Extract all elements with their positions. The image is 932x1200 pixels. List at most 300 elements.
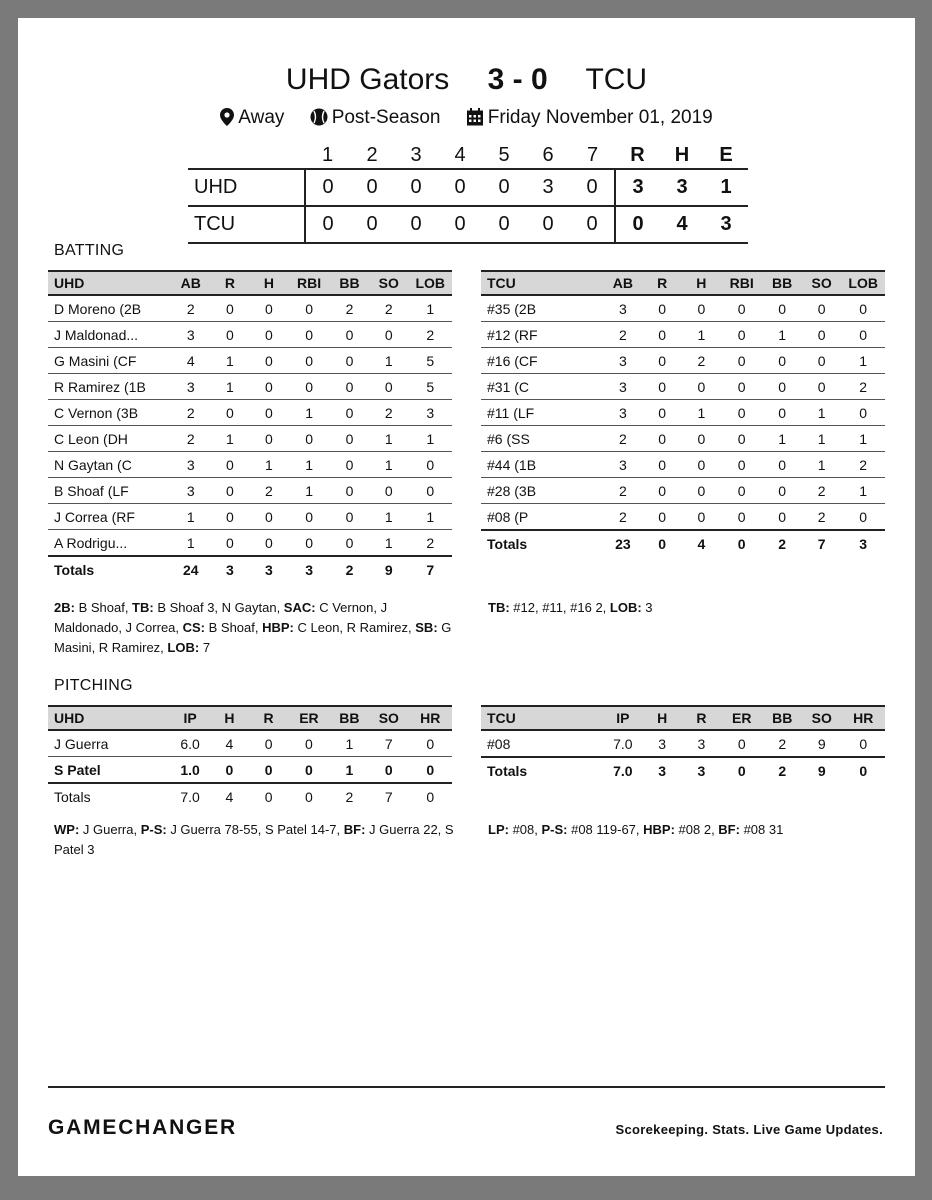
stat-cell: 5 (408, 348, 452, 374)
stat-cell: 1 (408, 426, 452, 452)
note-value: C Vernon, J Maldonado, J Correa, (54, 600, 388, 635)
row-label: C Leon (DH (48, 426, 171, 452)
errors-header: E (719, 143, 733, 166)
stat-cell: 0 (288, 730, 329, 757)
inning-score: 0 (570, 169, 615, 206)
stat-cell: 0 (762, 348, 801, 374)
stat-cell: 1 (841, 348, 885, 374)
note-key: TB: (132, 600, 154, 615)
final-score: 3 - 0 (487, 63, 548, 96)
table-header-row (48, 706, 452, 730)
stat-cell: 1 (171, 530, 210, 557)
stat-cell: 1 (249, 452, 288, 478)
note-value: #08 119-67, (567, 822, 644, 837)
season-info (310, 106, 441, 130)
stat-cell: 4 (171, 348, 210, 374)
tcu-batting-notes (488, 598, 888, 618)
stat-cell: 0 (721, 295, 763, 322)
table-row (48, 374, 452, 400)
stat-cell: 0 (249, 426, 288, 452)
totals-cell: 2 (762, 530, 801, 556)
column-header: H (210, 706, 249, 730)
stat-cell: 0 (802, 348, 841, 374)
table-row (481, 504, 885, 531)
stat-cell: 2 (603, 322, 642, 348)
stat-cell: 1 (369, 530, 408, 557)
location-pin-icon (220, 108, 234, 126)
stat-cell: 0 (288, 530, 329, 557)
baseball-icon (310, 108, 328, 126)
totals-cell: 7.0 (603, 757, 642, 783)
note-value: B Shoaf, (74, 600, 133, 615)
totals-cell: 3 (288, 556, 329, 582)
stat-cell: 3 (603, 348, 642, 374)
inning-header: 4 (454, 143, 466, 166)
stat-cell: 2 (802, 504, 841, 531)
table-row (481, 478, 885, 504)
table-header-row (481, 706, 885, 730)
stat-cell: 0 (721, 504, 763, 531)
column-header: AB (603, 271, 642, 295)
stat-cell: 0 (249, 348, 288, 374)
note-key: CS: (182, 620, 206, 635)
stat-cell: 0 (330, 322, 369, 348)
stat-cell: 3 (171, 478, 210, 504)
column-header: LOB (408, 271, 452, 295)
stat-cell: 3 (171, 452, 210, 478)
totals-cell: 9 (802, 757, 842, 783)
stat-cell: 0 (721, 478, 763, 504)
inning-header: 7 (586, 143, 599, 166)
row-label: A Rodrigu... (48, 530, 171, 557)
inning-score: 0 (305, 206, 350, 243)
inning-header: 5 (498, 143, 510, 166)
row-label: J Correa (RF (48, 504, 171, 530)
stat-cell: 0 (288, 374, 329, 400)
note-key: TB: (488, 600, 510, 615)
linescore-team: TCU (188, 206, 305, 243)
note-value: J Guerra 22, S Patel 3 (54, 822, 454, 857)
footer-tagline: Scorekeeping. Stats. Live Game Updates. (615, 1122, 883, 1137)
uhd-pitching-notes (54, 820, 454, 860)
column-header: SO (369, 706, 408, 730)
stat-cell: 0 (369, 757, 408, 784)
stat-cell: 2 (249, 478, 288, 504)
column-header: ER (288, 706, 329, 730)
totals-cell: 7 (802, 530, 841, 556)
stat-cell: 2 (369, 400, 408, 426)
stat-cell: 0 (369, 478, 408, 504)
column-header: UHD (48, 706, 170, 730)
stat-cell: 2 (603, 426, 642, 452)
column-header: H (682, 271, 721, 295)
stat-cell: 0 (330, 374, 369, 400)
note-value: #08, (508, 822, 542, 837)
stat-cell: 0 (802, 374, 841, 400)
game-title (18, 62, 915, 98)
uhd-batting-notes (54, 598, 454, 658)
stat-cell: 0 (841, 322, 885, 348)
stat-cell: 0 (210, 478, 249, 504)
stat-cell: 1 (802, 400, 841, 426)
note-value: 3 (641, 600, 653, 615)
away-team-name: TCU (585, 63, 648, 96)
inning-score: 3 (526, 169, 570, 206)
inning-score: 0 (350, 206, 394, 243)
linescore-team-header (188, 142, 305, 169)
column-header: TCU (481, 706, 603, 730)
stat-cell: 0 (682, 374, 721, 400)
stat-cell: 0 (409, 730, 452, 757)
column-header: BB (330, 271, 369, 295)
row-label: #16 (CF (481, 348, 603, 374)
date-info (466, 106, 713, 130)
stat-cell: 0 (721, 452, 763, 478)
note-key: HBP: (262, 620, 294, 635)
totals-label: Totals (481, 530, 603, 556)
linescore-row-tcu (188, 206, 748, 243)
row-label: D Moreno (2B (48, 295, 171, 322)
stat-cell: 0 (802, 322, 841, 348)
tcu-batting-table (481, 270, 885, 556)
stat-cell: 0 (426, 788, 435, 805)
stat-cell: 0 (210, 530, 249, 557)
stat-cell: 0 (249, 530, 288, 557)
stat-cell: 1 (210, 426, 249, 452)
table-row (481, 730, 885, 757)
stat-cell: 0 (643, 374, 682, 400)
stat-cell: 3 (643, 730, 682, 757)
stat-cell: 0 (682, 478, 721, 504)
stat-cell: 2 (408, 322, 452, 348)
totals-cell: 0 (721, 757, 762, 783)
stat-cell: 0 (330, 530, 369, 557)
uhd-pitching-table (48, 705, 452, 809)
stat-cell: 0 (682, 504, 721, 531)
runs-total: 3 (615, 169, 660, 206)
note-key: BF: (343, 822, 366, 837)
totals-cell: 3 (841, 530, 885, 556)
stat-cell: 1 (369, 504, 408, 530)
totals-cell: 9 (369, 556, 408, 582)
inning-score: 0 (438, 206, 482, 243)
stat-cell: 5 (408, 374, 452, 400)
stat-cell: 0 (409, 757, 452, 784)
gamechanger-logo: GAMECHANGER (48, 1116, 237, 1139)
stat-cell: 0 (288, 426, 329, 452)
stat-cell: 1 (802, 426, 841, 452)
stat-cell: 0 (288, 504, 329, 530)
table-row (48, 452, 452, 478)
stat-cell: 1 (802, 452, 841, 478)
totals-cell: 2 (330, 556, 369, 582)
game-info (18, 106, 915, 130)
stat-cell: 1 (682, 322, 721, 348)
stat-cell: 0 (288, 295, 329, 322)
totals-cell: 23 (603, 530, 642, 556)
stat-cell: 2 (841, 452, 885, 478)
season-text: Post-Season (331, 107, 441, 128)
row-label: #08 (P (481, 504, 603, 531)
stat-cell: 0 (841, 295, 885, 322)
stat-cell: 0 (210, 295, 249, 322)
tcu-pitching-table (481, 705, 885, 783)
stat-cell: 0 (643, 295, 682, 322)
runs-total: 0 (615, 206, 660, 243)
hits-total: 4 (660, 206, 704, 243)
stat-cell: 2 (171, 400, 210, 426)
row-label: B Shoaf (LF (48, 478, 171, 504)
column-header: UHD (48, 271, 171, 295)
stat-cell: 0 (721, 374, 763, 400)
table-row (481, 400, 885, 426)
column-header: H (643, 706, 682, 730)
note-value: B Shoaf, (205, 620, 263, 635)
table-row (48, 348, 452, 374)
stat-cell: 0 (721, 730, 762, 757)
linescore-team: UHD (188, 169, 305, 206)
inning-score: 0 (570, 206, 615, 243)
note-value: J Guerra, (79, 822, 141, 837)
stat-cell: 0 (288, 348, 329, 374)
stat-cell: 0 (762, 374, 801, 400)
table-row (48, 730, 452, 757)
stat-cell: 1 (369, 452, 408, 478)
stat-cell: 3 (603, 374, 642, 400)
inning-header: 2 (366, 143, 378, 166)
table-header-row (481, 271, 885, 295)
note-value: #08 2, (674, 822, 719, 837)
column-header: ER (721, 706, 762, 730)
column-header: HR (842, 706, 886, 730)
table-row (481, 374, 885, 400)
totals-cell: 24 (171, 556, 210, 582)
column-header: H (249, 271, 288, 295)
stat-cell: 0 (210, 757, 249, 784)
stat-cell: 0 (682, 295, 721, 322)
stat-cell: 2 (603, 504, 642, 531)
stat-cell: 1 (408, 504, 452, 530)
totals-cell: 0 (721, 530, 763, 556)
stat-cell: 1 (288, 478, 329, 504)
stat-cell: 9 (802, 730, 842, 757)
row-label: C Vernon (3B (48, 400, 171, 426)
inning-header: 6 (542, 143, 554, 166)
inning-score: 0 (305, 169, 350, 206)
row-label: #08 (481, 730, 603, 757)
stat-cell: 0 (330, 348, 369, 374)
stat-cell: 0 (762, 400, 801, 426)
column-header: R (249, 706, 288, 730)
column-header: BB (762, 271, 801, 295)
stat-cell: 1 (288, 400, 329, 426)
scorebook-page (18, 18, 915, 1176)
stat-cell: 0 (330, 478, 369, 504)
note-key: LP: (488, 822, 509, 837)
stat-cell: 0 (249, 400, 288, 426)
stat-cell: 0 (330, 400, 369, 426)
row-label: #11 (LF (481, 400, 603, 426)
stat-cell: 2 (682, 348, 721, 374)
stat-cell: 0 (305, 788, 313, 805)
totals-cell: 3 (643, 757, 682, 783)
stat-cell: 0 (408, 478, 452, 504)
note-value: #12, #11, #16 2, (509, 600, 610, 615)
note-key: WP: (54, 822, 80, 837)
stat-cell: 2 (171, 295, 210, 322)
stat-cell: 1 (762, 322, 801, 348)
column-header: TCU (481, 271, 603, 295)
stat-cell: 0 (210, 504, 249, 530)
column-header: IP (170, 706, 209, 730)
stat-cell: 0 (842, 730, 886, 757)
note-key: P-S: (140, 822, 167, 837)
stat-cell: 0 (264, 788, 273, 805)
stat-cell: 0 (643, 348, 682, 374)
stat-cell: 0 (249, 295, 288, 322)
note-value: #08 31 (739, 822, 784, 837)
stat-cell: 1 (841, 426, 885, 452)
column-header: SO (802, 271, 841, 295)
stat-cell: 0 (721, 426, 763, 452)
stat-cell: 0 (210, 400, 249, 426)
stat-cell: 0 (369, 374, 408, 400)
note-key: LOB: (609, 600, 642, 615)
stat-cell: 0 (721, 348, 763, 374)
note-value: J Guerra 78-55, S Patel 14-7, (166, 822, 344, 837)
note-key: LOB: (167, 640, 200, 655)
stat-cell: 2 (802, 478, 841, 504)
totals-label: Totals (481, 757, 603, 783)
stat-cell: 0 (682, 426, 721, 452)
column-header: R (643, 271, 682, 295)
totals-row (481, 757, 885, 783)
stat-cell: 0 (721, 322, 763, 348)
table-row (48, 504, 452, 530)
linescore-header (188, 142, 748, 169)
stat-cell: 0 (369, 322, 408, 348)
stat-cell: 3 (603, 452, 642, 478)
stat-cell: 0 (210, 322, 249, 348)
stat-cell: 0 (762, 295, 801, 322)
stat-cell: 0 (762, 478, 801, 504)
stat-cell: 1 (210, 348, 249, 374)
stat-cell: 2 (763, 730, 803, 757)
column-header: R (210, 271, 249, 295)
inning-score: 0 (350, 169, 394, 206)
totals-row (48, 556, 452, 582)
stat-cell: 3 (603, 400, 642, 426)
totals-row (481, 530, 885, 556)
table-row (481, 348, 885, 374)
column-header: IP (603, 706, 642, 730)
column-header: BB (330, 706, 369, 730)
row-label: #6 (SS (481, 426, 603, 452)
stat-cell: 0 (762, 452, 801, 478)
batting-section-title: BATTING (54, 242, 125, 259)
stat-cell: 0 (643, 452, 682, 478)
totals-cell: 2 (763, 757, 803, 783)
column-header: SO (802, 706, 842, 730)
table-row (48, 400, 452, 426)
table-row (481, 452, 885, 478)
totals-cell: 3 (682, 757, 721, 783)
stat-cell: 0 (288, 322, 329, 348)
pitching-section-title: PITCHING (54, 677, 133, 694)
stat-cell: 2 (171, 426, 210, 452)
inning-score: 0 (394, 169, 438, 206)
stat-cell: 1.0 (170, 757, 209, 784)
row-label: #12 (RF (481, 322, 603, 348)
stat-cell: 1 (762, 426, 801, 452)
stat-cell: 1 (210, 374, 249, 400)
stat-cell: 3 (682, 730, 721, 757)
stat-cell: 0 (643, 426, 682, 452)
column-header: AB (171, 271, 210, 295)
stat-cell: 0 (330, 426, 369, 452)
stat-cell: 0 (643, 504, 682, 531)
stat-cell: 1 (330, 757, 369, 784)
stat-cell: 4 (210, 730, 249, 757)
linescore-row-uhd (188, 169, 748, 206)
column-header: HR (409, 706, 452, 730)
table-row (48, 478, 452, 504)
stat-cell: 2 (841, 374, 885, 400)
totals-cell: 0 (643, 530, 682, 556)
location-text: Away (238, 107, 285, 128)
linescore-table (188, 142, 748, 244)
date-text: Friday November 01, 2019 (487, 107, 713, 128)
row-label: S Patel (48, 757, 170, 784)
inning-score: 0 (482, 206, 526, 243)
note-key: 2B: (54, 600, 75, 615)
row-label: N Gaytan (C (48, 452, 171, 478)
stat-cell: 0 (643, 322, 682, 348)
column-header: SO (369, 271, 408, 295)
stat-cell: 6.0 (170, 730, 209, 757)
stat-cell: 1 (369, 348, 408, 374)
row-label: #35 (2B (481, 295, 603, 322)
table-row (481, 426, 885, 452)
stat-cell: 4 (225, 788, 234, 805)
note-value: G Masini, R Ramirez, (54, 620, 452, 655)
stat-cell: 0 (210, 452, 249, 478)
stat-cell: 0 (682, 452, 721, 478)
note-value: 7 (199, 640, 211, 655)
inning-score: 0 (438, 169, 482, 206)
stat-cell: 0 (330, 452, 369, 478)
stat-cell: 1 (288, 452, 329, 478)
stat-cell: 0 (408, 452, 452, 478)
note-key: SB: (415, 620, 438, 635)
calendar-icon (466, 108, 484, 126)
totals-cell: 0 (842, 757, 886, 783)
column-header: RBI (288, 271, 329, 295)
stat-cell: 2 (330, 295, 369, 322)
stat-cell: 3 (603, 295, 642, 322)
inning-header: 1 (321, 143, 334, 166)
column-header: R (682, 706, 721, 730)
stat-cell: 2 (369, 295, 408, 322)
location-info (220, 106, 284, 130)
table-row (48, 530, 452, 557)
stat-cell: 0 (249, 757, 288, 784)
stat-cell: 7 (384, 788, 393, 805)
stat-cell: 0 (762, 504, 801, 531)
table-row (48, 783, 452, 809)
table-row (481, 322, 885, 348)
stat-cell: 0 (721, 400, 763, 426)
